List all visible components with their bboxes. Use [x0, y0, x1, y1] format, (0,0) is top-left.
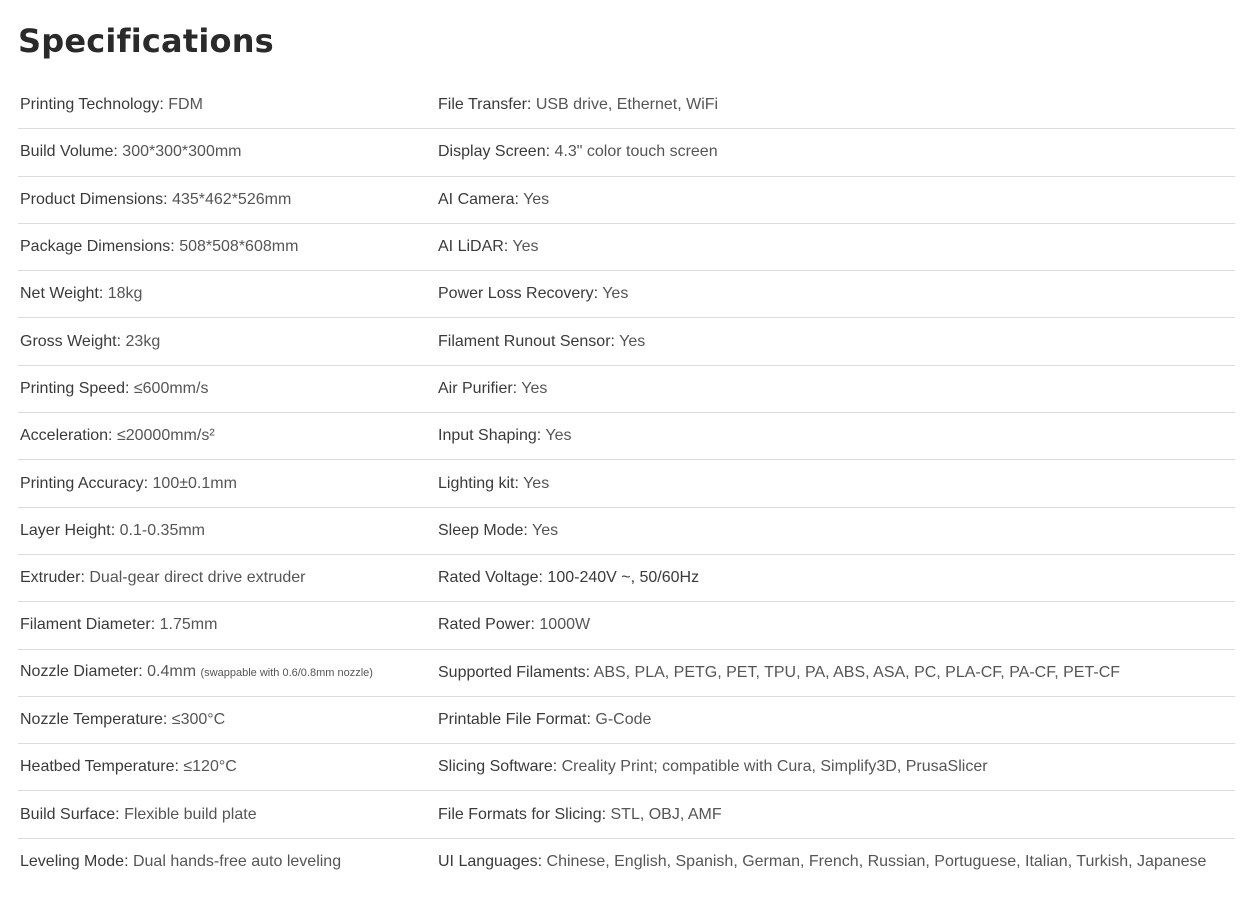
spec-value: 435*462*526mm [172, 190, 292, 208]
spec-label: Leveling Mode: [20, 853, 129, 871]
spec-value: Creality Print; compatible with Cura, Simplify3D, PrusaSlicer [561, 758, 988, 776]
spec-cell-left [18, 710, 436, 730]
spec-label: Input Shaping: [438, 427, 542, 445]
spec-label: Gross Weight: [20, 332, 122, 350]
spec-value: Yes [619, 332, 646, 350]
spec-row [18, 791, 1235, 838]
spec-value: 1.75mm [159, 616, 218, 634]
spec-row [18, 366, 1235, 413]
spec-value: 508*508*608mm [179, 238, 299, 256]
spec-cell-right [436, 474, 1235, 494]
spec-cell-right [436, 568, 1235, 588]
spec-cell-right [436, 95, 1235, 115]
spec-value: Dual-gear direct drive extruder [89, 569, 306, 587]
spec-row [18, 650, 1235, 697]
spec-label: Build Surface: [20, 805, 120, 823]
spec-label: Filament Diameter: [20, 616, 156, 634]
spec-label: Nozzle Diameter: [20, 663, 143, 681]
spec-value: USB drive, Ethernet, WiFi [535, 96, 719, 114]
spec-cell-right [436, 190, 1235, 210]
spec-cell-left [18, 662, 436, 683]
spec-cell-left [18, 95, 436, 115]
spec-label: Printing Speed: [20, 379, 130, 397]
spec-label: Nozzle Temperature: [20, 711, 168, 728]
spec-cell-right [436, 852, 1235, 872]
spec-cell-right [436, 379, 1235, 399]
page-title: Specifications [18, 22, 274, 60]
spec-cell-left [18, 521, 436, 541]
spec-row [18, 224, 1235, 271]
spec-cell-left [18, 142, 436, 162]
spec-cell-left [18, 852, 436, 872]
spec-value: 100-240V ~, 50/60Hz [547, 569, 700, 587]
spec-row [18, 460, 1235, 507]
spec-row [18, 129, 1235, 176]
spec-cell-right [436, 805, 1235, 825]
spec-label: Display Screen: [438, 143, 551, 161]
spec-label: UI Languages: [438, 853, 543, 871]
spec-cell-right [436, 615, 1235, 635]
spec-table [18, 82, 1235, 886]
spec-cell-right [436, 521, 1235, 541]
spec-cell-left [18, 332, 436, 352]
spec-value: 4.3" color touch screen [554, 143, 718, 161]
spec-value: Chinese, English, Spanish, German, French, Russian, Portuguese, Italian, Turkish, Japanese [546, 853, 1207, 871]
spec-cell-left [18, 615, 436, 635]
spec-cell-left [18, 757, 436, 777]
spec-value: 0.4mm [147, 663, 197, 681]
spec-label: Rated Voltage: [438, 569, 543, 587]
spec-cell-left [18, 474, 436, 494]
spec-cell-left [18, 237, 436, 257]
spec-label: AI LiDAR: [438, 238, 509, 256]
spec-value: Yes [521, 379, 548, 397]
spec-row [18, 602, 1235, 649]
spec-cell-right [436, 237, 1235, 257]
spec-cell-right [436, 757, 1235, 777]
spec-value: Yes [602, 285, 629, 303]
spec-label: File Transfer: [438, 96, 532, 114]
spec-row [18, 508, 1235, 555]
spec-cell-left [18, 426, 436, 446]
spec-value: 23kg [125, 332, 161, 350]
spec-label: Sleep Mode: [438, 521, 528, 539]
spec-cell-right [436, 426, 1235, 446]
spec-label: Power Loss Recovery: [438, 285, 599, 303]
spec-value: ≤20000mm/s² [116, 427, 215, 445]
spec-label: Slicing Software: [438, 758, 558, 776]
spec-row [18, 555, 1235, 602]
spec-label: Supported Filaments: [438, 663, 591, 681]
spec-label: Printable File Format: [438, 711, 591, 728]
spec-label: Extruder: [20, 569, 85, 587]
spec-label: Package Dimensions: [20, 238, 175, 256]
spec-row [18, 177, 1235, 224]
spec-cell-left [18, 568, 436, 588]
spec-value: Yes [523, 474, 550, 492]
spec-value: FDM [168, 96, 203, 114]
spec-value: ABS, PLA, PETG, PET, TPU, PA, ABS, ASA, PC, PLA-CF, PA-CF, PET-CF [593, 663, 1121, 681]
spec-value: Yes [545, 427, 572, 445]
spec-value: G-Code [595, 711, 652, 728]
spec-label: AI Camera: [438, 190, 519, 208]
spec-label: File Formats for Slicing: [438, 805, 607, 823]
spec-label: Printing Technology: [20, 96, 164, 114]
spec-label: Lighting kit: [438, 474, 519, 492]
spec-value: Yes [523, 190, 550, 208]
spec-row [18, 82, 1235, 129]
spec-cell-left [18, 190, 436, 210]
spec-value: 1000W [539, 616, 591, 634]
spec-value: Dual hands-free auto leveling [132, 853, 342, 871]
spec-label: Net Weight: [20, 285, 104, 303]
spec-cell-left [18, 284, 436, 304]
spec-label: Air Purifier: [438, 379, 518, 397]
spec-cell-right [436, 142, 1235, 162]
spec-cell-right [436, 284, 1235, 304]
spec-value: 100±0.1mm [152, 474, 237, 492]
spec-label: Product Dimensions: [20, 190, 168, 208]
spec-label: Build Volume: [20, 143, 118, 161]
spec-label: Rated Power: [438, 616, 535, 634]
spec-value: Yes [512, 238, 539, 256]
spec-row [18, 697, 1235, 744]
spec-cell-left [18, 805, 436, 825]
spec-value: 0.1-0.35mm [119, 521, 205, 539]
spec-label: Layer Height: [20, 521, 116, 539]
spec-row [18, 318, 1235, 365]
spec-label: Filament Runout Sensor: [438, 332, 615, 350]
spec-note: (swappable with 0.6/0.8mm nozzle) [200, 667, 373, 680]
spec-label: Printing Accuracy: [20, 474, 149, 492]
spec-value: ≤120°C [183, 758, 237, 776]
spec-row [18, 271, 1235, 318]
spec-value: STL, OBJ, AMF [610, 805, 722, 823]
spec-cell-right [436, 332, 1235, 352]
spec-value: ≤300°C [171, 711, 226, 728]
spec-row [18, 839, 1235, 886]
spec-row [18, 744, 1235, 791]
spec-value: ≤600mm/s [133, 379, 209, 397]
spec-cell-left [18, 379, 436, 399]
spec-row [18, 413, 1235, 460]
spec-value: Yes [532, 521, 559, 539]
spec-value: 18kg [107, 285, 143, 303]
spec-cell-right [436, 663, 1235, 683]
spec-cell-right [436, 710, 1235, 730]
spec-value: Flexible build plate [124, 805, 257, 823]
spec-value: 300*300*300mm [122, 143, 242, 161]
spec-label: Heatbed Temperature: [20, 758, 179, 776]
spec-label: Acceleration: [20, 427, 113, 445]
